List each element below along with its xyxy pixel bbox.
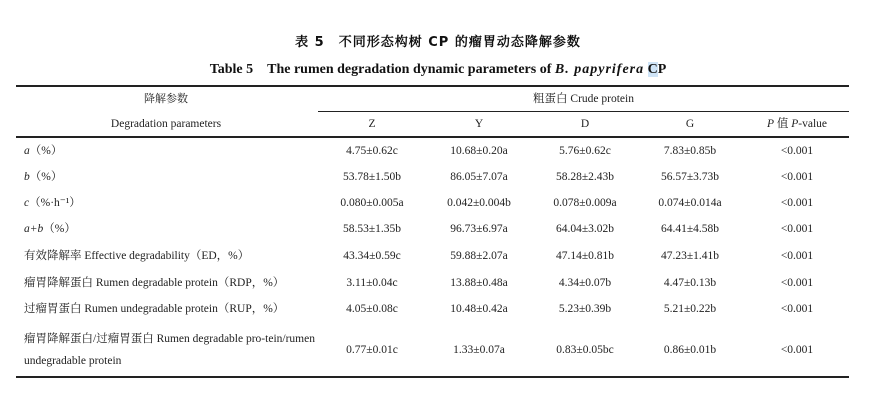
row-label: a（%） [24, 145, 63, 157]
cell-pvalue: <0.001 [780, 197, 814, 209]
row-label: b（%） [24, 171, 63, 183]
cell-z: 58.53±1.35b [342, 223, 402, 235]
cell-z: 4.05±0.08c [346, 303, 398, 315]
cell-g: 56.57±3.73b [660, 171, 720, 183]
col-header-pvalue: P 值 P-value [766, 118, 828, 130]
cell-d: 0.078±0.009a [553, 197, 617, 209]
cell-y: 86.05±7.07a [450, 171, 508, 183]
col-header-z: Z [368, 118, 376, 130]
table-bottom-rule [16, 376, 849, 378]
group-header-rule [318, 111, 849, 112]
caption-species: B. papyrifera [554, 62, 645, 77]
cell-z: 4.75±0.62c [346, 145, 398, 157]
cell-d: 64.04±3.02b [555, 223, 615, 235]
cell-y: 13.88±0.48a [450, 277, 508, 289]
cell-y: 10.48±0.42a [450, 303, 508, 315]
cell-d: 5.76±0.62c [559, 145, 611, 157]
cell-y: 0.042±0.004b [447, 197, 511, 209]
cell-pvalue: <0.001 [780, 223, 814, 235]
col-header-g: G [685, 118, 695, 130]
row-label: 瘤胃降解蛋白/过瘤胃蛋白 Rumen degradable pro-tein/rumen undegradable protein [24, 333, 315, 367]
cell-d: 58.28±2.43b [555, 171, 615, 183]
header-param-cn: 降解参数 [144, 92, 188, 105]
row-label: a+b（%） [24, 223, 76, 235]
cell-z: 43.34±0.59c [343, 250, 401, 262]
cell-y: 1.33±0.07a [453, 344, 505, 356]
cell-g: 0.074±0.014a [658, 197, 722, 209]
row-label: c（%·h⁻¹） [24, 197, 81, 209]
cell-g: 7.83±0.85b [663, 145, 717, 157]
cell-g: 5.21±0.22b [663, 303, 717, 315]
cell-pvalue: <0.001 [780, 344, 814, 356]
col-header-y: Y [474, 118, 484, 130]
header-param-en: Degradation parameters [110, 118, 222, 130]
row-label: 瘤胃降解蛋白 Rumen degradable protein（RDP，%） [24, 277, 285, 289]
caption-cp-p: P [657, 62, 667, 77]
cell-z: 53.78±1.50b [342, 171, 402, 183]
cell-y: 10.68±0.20a [450, 145, 508, 157]
caption-prefix: Table 5 The rumen degradation dynamic parameters of [209, 62, 555, 77]
cell-g: 0.86±0.01b [663, 344, 717, 356]
cell-d: 5.23±0.39b [558, 303, 612, 315]
cell-d: 4.34±0.07b [558, 277, 612, 289]
cell-g: 4.47±0.13b [663, 277, 717, 289]
row-label: 有效降解率 Effective degradability（ED，%） [24, 250, 250, 262]
table-caption-cn: 表 5 不同形态构树 CP 的瘤胃动态降解参数 [295, 35, 581, 50]
cell-d: 47.14±0.81b [555, 250, 615, 262]
cell-pvalue: <0.001 [780, 303, 814, 315]
cell-z: 0.080±0.005a [340, 197, 404, 209]
row-label: 过瘤胃蛋白 Rumen undegradable protein（RUP，%） [24, 303, 285, 315]
cell-g: 64.41±4.58b [660, 223, 720, 235]
table-top-rule [16, 85, 849, 87]
table-caption-en [0, 58, 876, 78]
cell-pvalue: <0.001 [780, 171, 814, 183]
cell-g: 47.23±1.41b [660, 250, 720, 262]
cell-d: 0.83±0.05bc [556, 344, 614, 356]
header-bottom-rule [16, 136, 849, 138]
cell-y: 96.73±6.97a [450, 223, 508, 235]
col-header-d: D [580, 118, 590, 130]
cell-pvalue: <0.001 [780, 250, 814, 262]
header-crude-protein: 粗蛋白 Crude protein [533, 93, 634, 105]
cell-z: 3.11±0.04c [346, 277, 398, 289]
cell-pvalue: <0.001 [780, 145, 814, 157]
cell-pvalue: <0.001 [780, 277, 814, 289]
cell-z: 0.77±0.01c [346, 344, 398, 356]
cell-y: 59.88±2.07a [450, 250, 508, 262]
caption-cp-c: C [647, 62, 658, 77]
